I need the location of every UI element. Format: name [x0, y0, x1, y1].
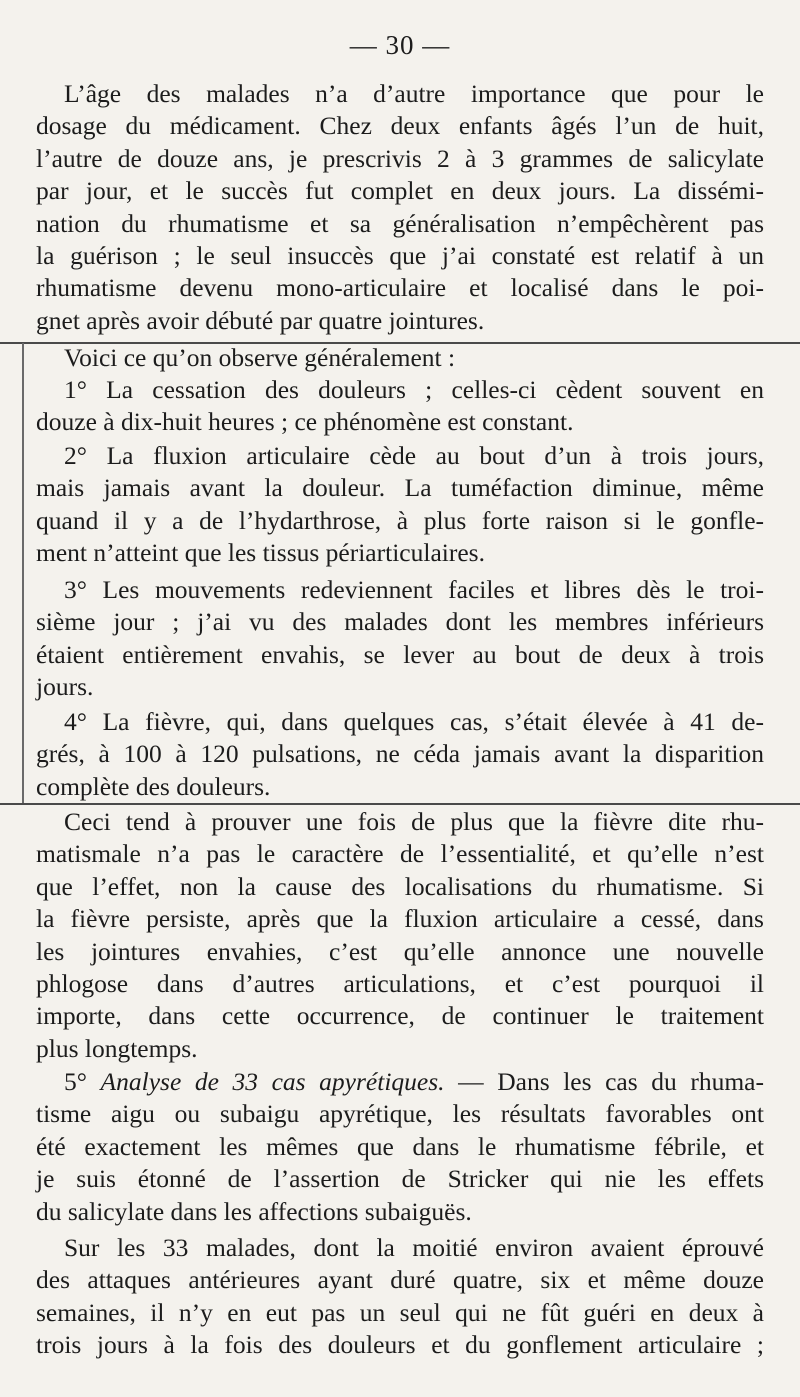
text-line: jours.	[36, 672, 94, 702]
paragraph-3	[36, 374, 764, 439]
text-line: été exactement les mêmes que dans le rhumatisme fébrile, et	[36, 1131, 764, 1161]
text-line: ment n’atteint que les tissus périarticulaires.	[36, 538, 485, 568]
text-line: étaient entièrement envahis, se lever au bout de deux à trois	[36, 639, 764, 669]
text-line: du salicylate dans les affections subaiguës.	[36, 1196, 472, 1226]
text-line: semaines, il n’y en eut pas un seul qui ne fût guéri en deux à	[36, 1297, 764, 1327]
margin-line	[22, 343, 24, 803]
text-line: nation du rhumatisme et sa généralisation n’empêchèrent pas	[36, 208, 764, 238]
text-line: L’âge des malades n’a d’autre importance que pour le	[64, 79, 764, 108]
text-line: 1° La cessation des douleurs ; celles-ci cèdent souvent en	[64, 375, 764, 404]
text-line: sième jour ; j’ai vu des malades dont les membres inférieurs	[36, 607, 764, 637]
text-line: par jour, et le succès fut complet en deux jours. La dissémi-	[36, 176, 764, 206]
paragraph-6	[36, 706, 764, 803]
text-line: des attaques antérieures ayant duré quatre, six et même douze	[36, 1265, 764, 1295]
text-line: importe, dans cette occurrence, de continuer le traitement	[36, 1001, 764, 1031]
text-line: Sur les 33 malades, dont la moitié environ avaient éprouvé	[64, 1233, 764, 1262]
text-line: rhumatisme devenu mono-articulaire et localisé dans le poi-	[36, 273, 764, 303]
text-line: quand il y a de l’hydarthrose, à plus forte raison si le gonfle-	[36, 505, 764, 535]
text-line: les jointures envahies, c’est qu’elle annonce une nouvelle	[36, 936, 764, 966]
text-line: 5° Analyse de 33 cas apyrétiques. — Dans les cas du rhuma-	[64, 1067, 764, 1096]
paragraph-1	[36, 78, 764, 337]
paragraph-9	[36, 1232, 764, 1362]
text-line: gnet après avoir débuté par quatre jointures.	[36, 305, 485, 335]
text-line: phlogose dans d’autres articulations, et c’est pourquoi il	[36, 969, 764, 999]
text-line: la guérison ; le seul insuccès que j’ai constaté est relatif à un	[36, 241, 764, 271]
text-line: 2° La fluxion articulaire cède au bout d’un à trois jours,	[64, 441, 764, 470]
text-line: douze à dix-huit heures ; ce phénomène est constant.	[36, 407, 574, 437]
text-line: je suis étonné de l’assertion de Stricker qui nie les effets	[36, 1164, 764, 1194]
section-heading-italic: Analyse de 33 cas apyrétiques.	[100, 1067, 445, 1096]
text-line: que l’effet, non la cause des localisations du rhumatisme. Si	[36, 871, 764, 901]
paragraph-5	[36, 574, 764, 704]
text-line: trois jours à la fois des douleurs et du gonflement articulaire ;	[36, 1330, 764, 1360]
text-line: tisme aigu ou subaigu apyrétique, les résultats favorables ont	[36, 1099, 764, 1129]
page-number: — 30 —	[349, 30, 451, 60]
paragraph-8	[36, 1066, 764, 1228]
text-line: grés, à 100 à 120 pulsations, ne céda jamais avant la disparition	[36, 739, 764, 769]
text-line: complète des douleurs.	[36, 771, 271, 801]
paragraph-7	[36, 806, 764, 1065]
text-line: plus longtemps.	[36, 1033, 198, 1063]
paragraph-4	[36, 440, 764, 570]
text-line: dosage du médicament. Chez deux enfants âgés l’un de huit,	[36, 111, 764, 141]
text-line: mais jamais avant la douleur. La tuméfaction diminue, même	[36, 473, 764, 503]
text-line: matismale n’a pas le caractère de l’essentialité, et qu’elle n’est	[36, 839, 764, 869]
text-line: Voici ce qu’on observe généralement :	[64, 343, 456, 372]
text-line: l’autre de douze ans, je prescrivis 2 à 3 grammes de salicylate	[36, 143, 764, 173]
text-line: la fièvre persiste, après que la fluxion articulaire a cessé, dans	[36, 904, 764, 934]
paragraph-2	[36, 342, 764, 374]
horizontal-rule-bottom	[0, 803, 800, 805]
text-line: 3° Les mouvements redeviennent faciles et libres dès le troi-	[64, 575, 764, 604]
text-line: 4° La fièvre, qui, dans quelques cas, s’était élevée à 41 de-	[64, 707, 764, 736]
text-line: Ceci tend à prouver une fois de plus que la fièvre dite rhu-	[64, 807, 764, 836]
